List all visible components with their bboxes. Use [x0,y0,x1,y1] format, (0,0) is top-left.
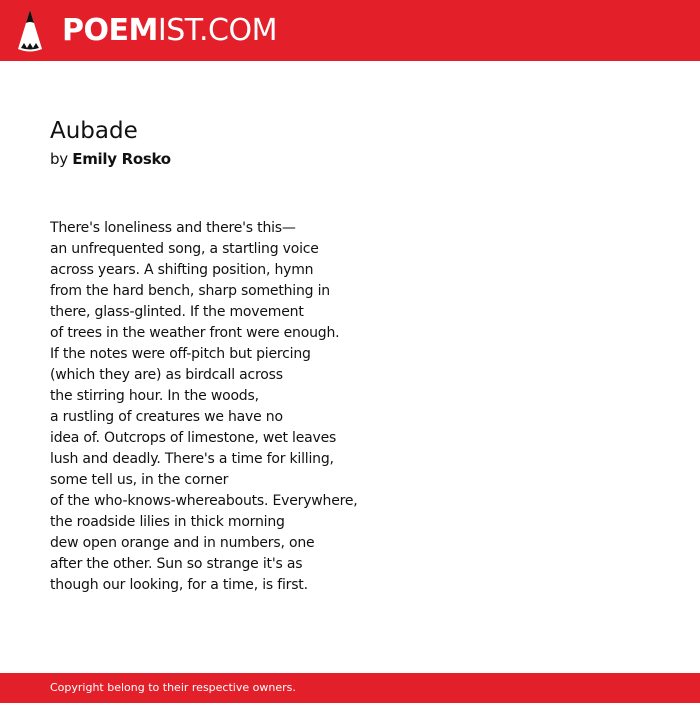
poem-line: idea of. Outcrops of limestone, wet leaves [50,430,337,446]
poem-author: Emily Rosko [72,150,171,168]
poem-line: If the notes were off-pitch but piercing [50,346,311,362]
poem-title: Aubade [50,118,138,144]
poem-line: a rustling of creatures we have no [50,409,283,425]
site-footer [0,673,700,703]
poem-line: of trees in the weather front were enough. [50,325,340,341]
site-logo-link[interactable] [16,8,277,54]
poem-byline [50,147,650,171]
poem-line: the roadside lilies in thick morning [50,514,285,530]
poem-body [50,218,650,596]
poem-line: some tell us, in the corner [50,472,229,488]
poem-line: (which they are) as birdcall across [50,367,283,383]
poem-line: an unfrequented song, a startling voice [50,241,319,257]
site-wordmark-bold: POEM [62,13,158,48]
site-wordmark [62,13,277,48]
poem-content [50,116,650,596]
poem-line: of the who-knows-whereabouts. Everywhere, [50,493,358,509]
poem-line: after the other. Sun so strange it's as [50,556,303,572]
poem-line: lush and deadly. There's a time for killing, [50,451,334,467]
pencil-tip-icon [16,9,44,53]
site-wordmark-light: IST.COM [157,13,277,48]
poem-line: though our looking, for a time, is first. [50,577,308,593]
poem-line: from the hard bench, sharp something in [50,283,330,299]
by-label: by [50,150,68,168]
poem-line: there, glass-glinted. If the movement [50,304,304,320]
poem-line: the stirring hour. In the woods, [50,388,259,404]
poem-line: across years. A shifting position, hymn [50,262,314,278]
poem-line: dew open orange and in numbers, one [50,535,315,551]
poem-line: There's loneliness and there's this— [50,220,296,236]
site-header [0,0,700,61]
copyright-notice: Copyright belong to their respective owners. [50,681,296,694]
